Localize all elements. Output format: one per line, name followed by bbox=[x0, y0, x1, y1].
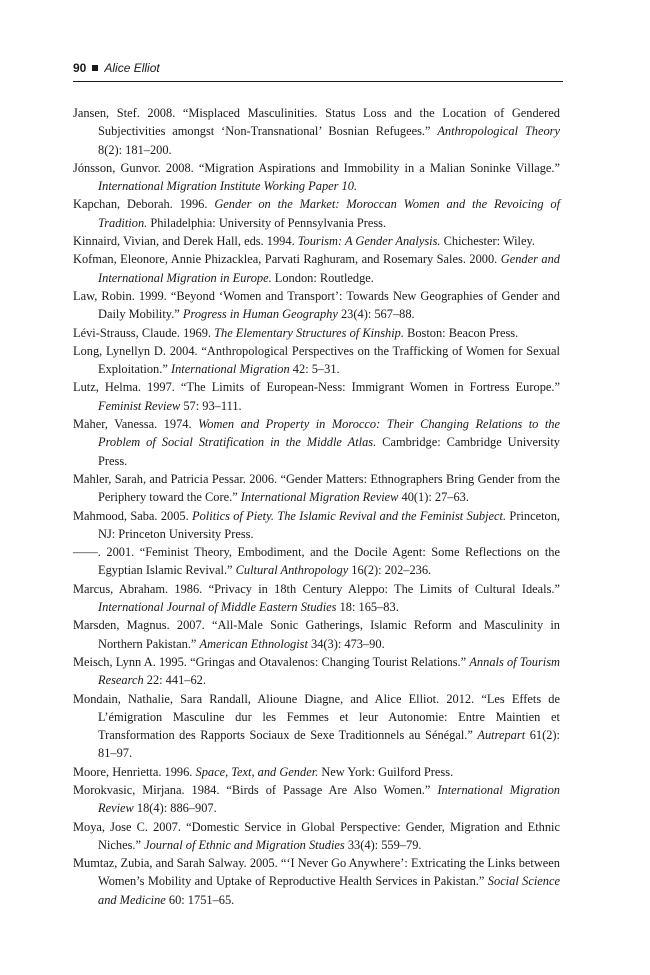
reference-text: Chichester: Wiley. bbox=[440, 234, 535, 249]
header-rule bbox=[73, 81, 563, 82]
reference-entry bbox=[73, 854, 560, 909]
reference-entry bbox=[73, 470, 560, 507]
reference-list bbox=[73, 104, 560, 909]
reference-title: Gender and International Migration in Europe. bbox=[98, 252, 560, 285]
reference-entry bbox=[73, 159, 560, 196]
reference-title: International Migration Institute Working Paper 10. bbox=[98, 179, 358, 194]
reference-title: Tourism: A Gender Analysis. bbox=[297, 234, 441, 249]
reference-title: Social Science and Medicine bbox=[98, 874, 560, 907]
reference-text: 18: 165–83. bbox=[336, 600, 399, 615]
reference-entry bbox=[73, 763, 560, 781]
reference-title: International Migration Review bbox=[98, 782, 560, 816]
reference-entry bbox=[73, 342, 560, 379]
reference-title: American Ethnologist bbox=[199, 636, 308, 651]
reference-text: Mahler, Sarah, and Patricia Pessar. 2006. “Gender Matters: Ethnographers Bring Gender from the Periphery toward the Core.” bbox=[73, 471, 560, 505]
reference-title: Gender on the Market: Moroccan Women and the Revoicing of Tradition. bbox=[98, 197, 561, 230]
reference-entry bbox=[73, 287, 560, 324]
reference-entry bbox=[73, 378, 560, 415]
reference-text: New York: Guilford Press. bbox=[318, 764, 454, 779]
reference-text: 33(4): 559–79. bbox=[344, 837, 422, 852]
reference-text: 23(4): 567–88. bbox=[337, 307, 415, 322]
reference-title: International Migration Review bbox=[240, 490, 399, 505]
page-number: 90 bbox=[73, 61, 87, 75]
reference-text: Princeton, NJ: Princeton University Press. bbox=[98, 508, 561, 541]
reference-text: Marcus, Abraham. 1986. “Privacy in 18th Century Aleppo: The Limits of Cultural Ideals.” bbox=[73, 581, 560, 596]
reference-entry bbox=[73, 507, 560, 544]
reference-title: International Migration bbox=[170, 362, 290, 377]
reference-text: Moya, Jose C. 2007. “Domestic Service in Global Perspective: Gender, Migration and Ethnic Niches.” bbox=[73, 819, 560, 852]
reference-text: Moore, Henrietta. 1996. bbox=[73, 764, 196, 779]
reference-text: London: Routledge. bbox=[271, 270, 374, 285]
reference-text: Kofman, Eleonore, Annie Phizacklea, Parvati Raghuram, and Rosemary Sales. 2000. bbox=[73, 252, 501, 267]
reference-title: Journal of Ethnic and Migration Studies bbox=[144, 837, 345, 852]
reference-text: Kapchan, Deborah. 1996. bbox=[73, 197, 215, 212]
reference-title: Autrepart bbox=[477, 728, 526, 743]
reference-text: 34(3): 473–90. bbox=[307, 636, 385, 651]
reference-title: Progress in Human Geography bbox=[182, 307, 338, 322]
reference-text: 18(4): 886–907. bbox=[133, 801, 217, 816]
reference-text: Jónsson, Gunvor. 2008. “Migration Aspirations and Immobility in a Malian Soninke Village.” bbox=[73, 160, 560, 175]
reference-text: Philadelphia: University of Pennsylvania Press. bbox=[147, 215, 387, 230]
reference-text: 57: 93–111. bbox=[180, 398, 242, 413]
reference-text: Kinnaird, Vivian, and Derek Hall, eds. 1994. bbox=[73, 234, 298, 249]
reference-entry bbox=[73, 250, 560, 287]
running-header bbox=[73, 61, 160, 75]
reference-text: Morokvasic, Mirjana. 1984. “Birds of Passage Are Also Women.” bbox=[73, 782, 438, 797]
reference-text: Lutz, Helma. 1997. “The Limits of European-Ness: Immigrant Women in Fortress Europe.” bbox=[73, 380, 560, 395]
reference-entry bbox=[73, 104, 560, 159]
reference-text: Law, Robin. 1999. “Beyond ‘Women and Transport’: Towards New Geographies of Gender and Daily Mobility.” bbox=[73, 288, 560, 322]
reference-text: Jansen, Stef. 2008. “Misplaced Masculinities. Status Loss and the Location of Gendered Subjectivities amongst ‘Non-Transnational’ Bosnian Refugees.” bbox=[73, 106, 560, 139]
reference-title: Cultural Anthropology bbox=[235, 563, 349, 578]
reference-text: Maher, Vanessa. 1974. bbox=[73, 417, 199, 432]
reference-entry bbox=[73, 543, 560, 580]
reference-entry bbox=[73, 415, 560, 470]
reference-title: Women and Property in Morocco: Their Changing Relations to the Problem of Social Stratification in the Middle Atlas. bbox=[98, 417, 560, 450]
reference-text: Marsden, Magnus. 2007. “All-Male Sonic Gatherings, Islamic Reform and Masculinity in Northern Pakistan.” bbox=[73, 618, 560, 651]
reference-text: Lévi-Strauss, Claude. 1969. bbox=[73, 325, 215, 340]
reference-text: 42: 5–31. bbox=[289, 362, 340, 377]
reference-text: 16(2): 202–236. bbox=[348, 563, 432, 578]
reference-entry bbox=[73, 580, 560, 617]
reference-text: Boston: Beacon Press. bbox=[403, 325, 519, 340]
square-bullet-icon bbox=[92, 65, 98, 71]
reference-entry bbox=[73, 195, 560, 232]
reference-text: 40(1): 27–63. bbox=[398, 490, 469, 505]
reference-title: Space, Text, and Gender. bbox=[195, 764, 319, 779]
reference-entry bbox=[73, 818, 560, 855]
reference-text: Cambridge: Cambridge University Press. bbox=[98, 435, 560, 468]
reference-entry bbox=[73, 781, 560, 818]
reference-entry bbox=[73, 690, 560, 763]
reference-text: ——. 2001. “Feminist Theory, Embodiment, and the Docile Agent: Some Reflections on the Egyptian Islamic Revival.” bbox=[73, 545, 560, 578]
reference-text: 8(2): 181–200. bbox=[98, 142, 172, 157]
reference-text: Mahmood, Saba. 2005. bbox=[73, 508, 193, 523]
reference-text: 61(2): 81–97. bbox=[98, 728, 560, 761]
reference-entry bbox=[73, 616, 560, 653]
reference-text: Mumtaz, Zubia, and Sarah Salway. 2005. “‘I Never Go Anywhere’: Extricating the Links between Women’s Mobility and Uptake of Reproductive Health Services in Pakistan.” bbox=[73, 856, 560, 889]
reference-text: Mondain, Nathalie, Sara Randall, Alioune Diagne, and Alice Elliot. 2012. “Les Effets de L’émigration Masculine dur les Femmes et leur Autonomie: Entre Maintien et Transformation des Rapports Sociaux de Sexe Traditionnels au Sénégal.” bbox=[73, 691, 560, 743]
reference-text: 60: 1751–65. bbox=[165, 892, 235, 907]
reference-title: Feminist Review bbox=[98, 398, 181, 413]
reference-entry bbox=[73, 653, 560, 690]
reference-title: Annals of Tourism Research bbox=[98, 654, 560, 688]
reference-title: Anthropological Theory bbox=[437, 124, 560, 139]
reference-text: Meisch, Lynn A. 1995. “Gringas and Otavalenos: Changing Tourist Relations.” bbox=[73, 654, 470, 669]
reference-title: Politics of Piety. The Islamic Revival and the Feminist Subject. bbox=[192, 508, 507, 523]
reference-title: International Journal of Middle Eastern Studies bbox=[98, 600, 337, 615]
reference-entry bbox=[73, 232, 560, 250]
reference-entry bbox=[73, 324, 560, 342]
running-head-author: Alice Elliot bbox=[104, 61, 160, 75]
reference-text: Long, Lynellyn D. 2004. “Anthropological Perspectives on the Trafficking of Women for Sexual Exploitation.” bbox=[73, 343, 560, 377]
reference-title: The Elementary Structures of Kinship. bbox=[214, 325, 404, 340]
reference-text: 22: 441–62. bbox=[143, 673, 206, 688]
